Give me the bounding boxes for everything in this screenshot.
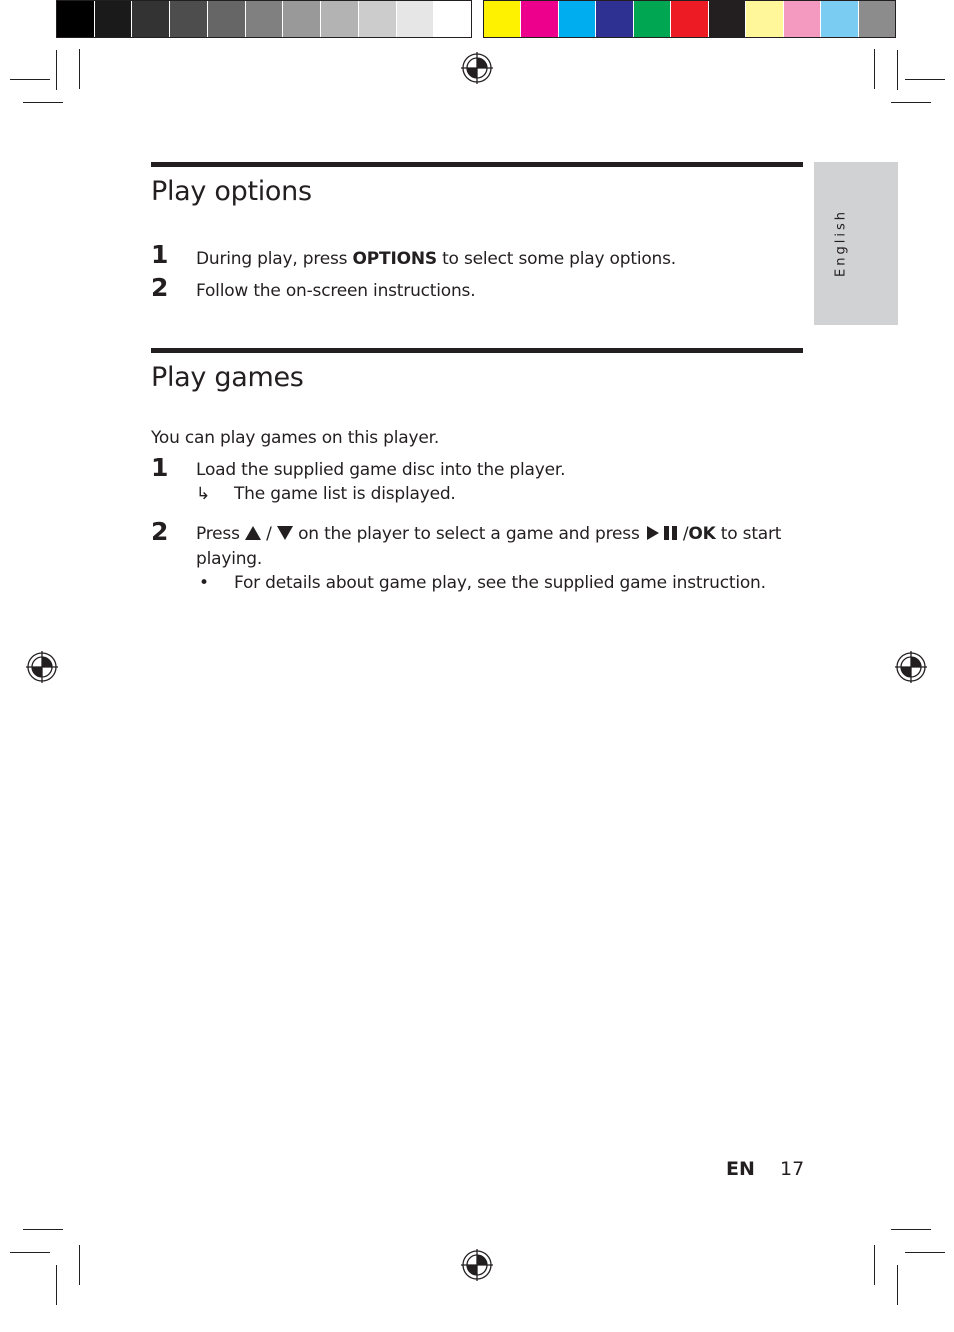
up-arrow-icon	[245, 526, 261, 540]
calibration-swatch	[208, 1, 246, 37]
step-text-part: on the player to select a game and press	[292, 524, 645, 544]
calibration-swatch	[321, 1, 359, 37]
calibration-swatch	[132, 1, 170, 37]
crop-mark	[874, 1245, 875, 1285]
calibration-swatch	[634, 1, 671, 37]
crop-mark	[874, 49, 875, 89]
registration-mark-icon	[461, 1249, 493, 1281]
calibration-swatch	[57, 1, 95, 37]
step-text-part: /	[682, 524, 689, 544]
crop-mark	[23, 1229, 63, 1230]
crop-mark	[56, 50, 57, 90]
play-pause-icon	[645, 525, 683, 541]
step-text-part: /	[260, 524, 277, 544]
calibration-swatch	[521, 1, 558, 37]
keyword-ok: OK	[688, 524, 716, 544]
step-text: Load the supplied game disc into the player.	[196, 460, 566, 480]
page-number: 17	[780, 1158, 805, 1180]
step-text	[196, 249, 676, 269]
step-text-part: Press	[196, 524, 245, 544]
crop-mark	[905, 1252, 945, 1253]
step-text-continued: playing.	[196, 549, 263, 569]
crop-mark	[897, 1265, 898, 1305]
step-text	[196, 524, 781, 544]
calibration-swatch	[95, 1, 133, 37]
step-text-part: to select some play options.	[436, 249, 676, 269]
calibration-swatch	[821, 1, 858, 37]
step-text: Follow the on-screen instructions.	[196, 281, 476, 301]
section-rule	[151, 162, 803, 167]
registration-mark-icon	[895, 651, 927, 683]
crop-mark	[891, 102, 931, 103]
registration-mark-icon	[26, 651, 58, 683]
step-text-part: During play, press	[196, 249, 353, 269]
calibration-swatch	[170, 1, 208, 37]
calibration-swatch	[746, 1, 783, 37]
result-arrow-icon: ↳	[196, 484, 211, 504]
crop-mark	[56, 1265, 57, 1305]
color-calibration-bar	[483, 0, 896, 38]
calibration-swatch	[559, 1, 596, 37]
result-text: The game list is displayed.	[234, 484, 456, 504]
crop-mark	[897, 50, 898, 90]
calibration-swatch	[859, 1, 895, 37]
crop-mark	[23, 102, 63, 103]
intro-text: You can play games on this player.	[151, 428, 440, 448]
step-number: 2	[151, 517, 169, 546]
calibration-swatch	[709, 1, 746, 37]
calibration-swatch	[484, 1, 521, 37]
crop-mark	[79, 49, 80, 89]
section-title-play-games: Play games	[151, 362, 304, 393]
calibration-swatch	[359, 1, 397, 37]
calibration-swatch	[397, 1, 435, 37]
down-arrow-icon	[277, 526, 293, 540]
calibration-swatch	[596, 1, 633, 37]
calibration-swatch	[784, 1, 821, 37]
crop-mark	[891, 1229, 931, 1230]
step-number: 1	[151, 240, 169, 269]
step-number: 2	[151, 273, 169, 302]
section-rule	[151, 348, 803, 353]
crop-mark	[10, 1252, 50, 1253]
language-tab	[814, 162, 898, 325]
language-tab-label: English	[833, 209, 849, 277]
crop-mark	[905, 79, 945, 80]
bullet-text: For details about game play, see the supplied game instruction.	[234, 573, 766, 593]
calibration-swatch	[434, 1, 471, 37]
registration-mark-icon	[461, 52, 493, 84]
footer-language: EN	[726, 1158, 755, 1180]
section-title-play-options: Play options	[151, 176, 312, 207]
calibration-swatch	[671, 1, 708, 37]
calibration-swatch	[283, 1, 321, 37]
crop-mark	[10, 79, 50, 80]
grayscale-calibration-bar	[56, 0, 472, 38]
crop-mark	[79, 1245, 80, 1285]
step-text-part: to start	[715, 524, 782, 544]
bullet-marker: •	[199, 573, 210, 593]
keyword-options: OPTIONS	[352, 249, 437, 269]
calibration-swatch	[246, 1, 284, 37]
step-number: 1	[151, 453, 169, 482]
